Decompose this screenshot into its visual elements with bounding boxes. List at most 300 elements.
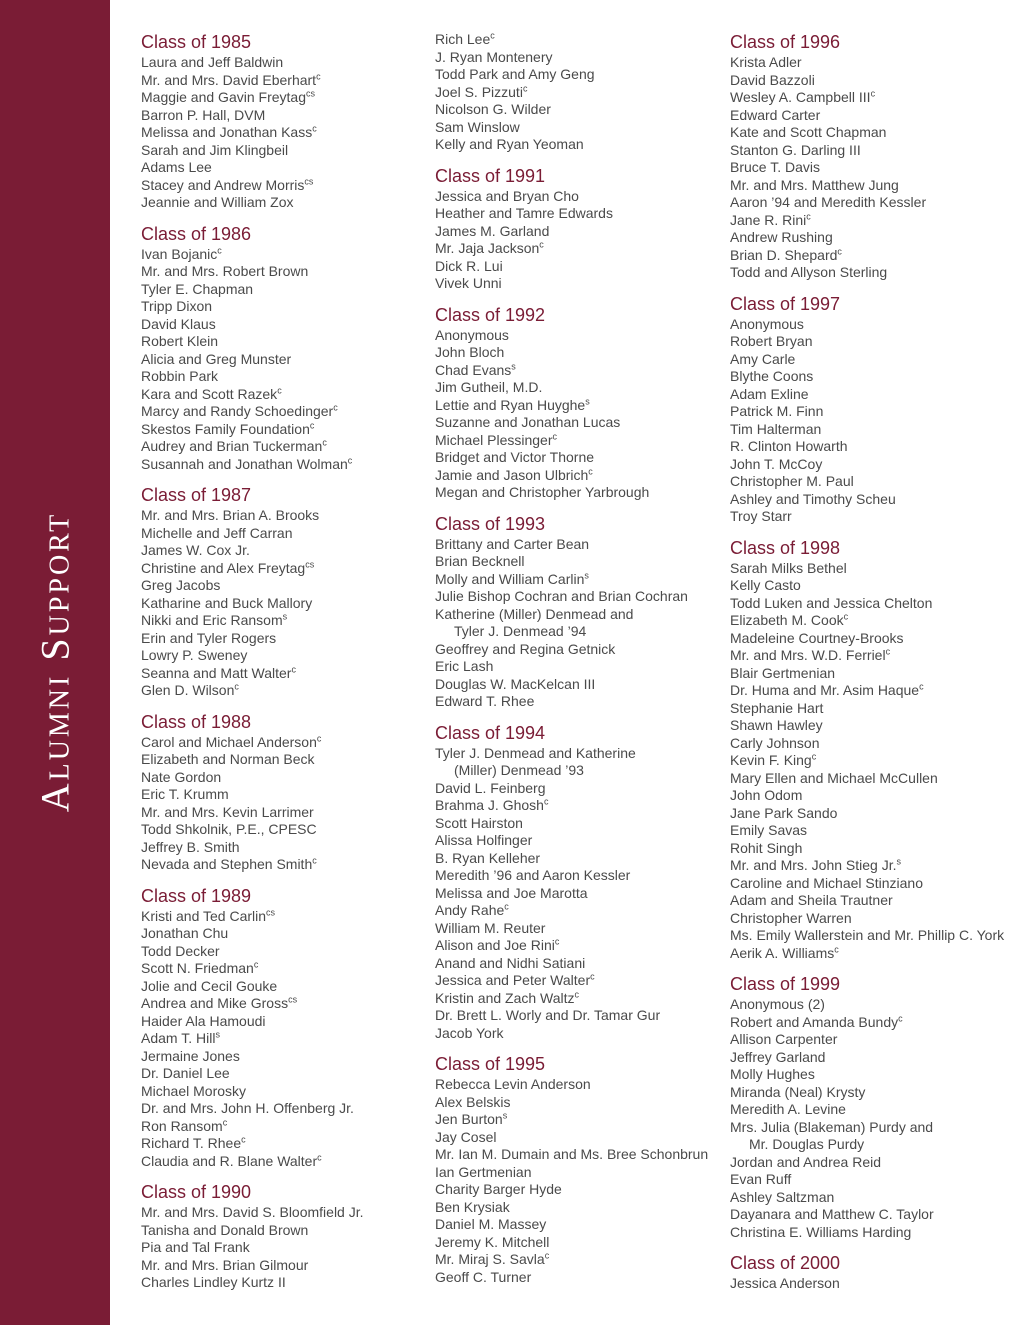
- donor-society-mark: c: [490, 30, 495, 41]
- donor-name-text: Robert Bryan: [730, 333, 813, 349]
- donor-name-text: Katharine and Buck Mallory: [141, 594, 313, 611]
- donor-name-text: Alison and Joe Rini: [435, 937, 555, 953]
- donor-name-text: Bruce T. Davis: [730, 159, 820, 175]
- donor-name-text: Nikki and Eric Ransom: [141, 612, 283, 628]
- donor-name-text: Patrick M. Finn: [730, 403, 824, 419]
- donor-society-mark: c: [554, 936, 560, 947]
- donor-name: [730, 333, 1024, 351]
- donor-name-text: Andrew Rushing: [730, 229, 833, 245]
- donor-name-text: Jolie and Cecil Gouke: [141, 977, 278, 994]
- donor-name-text: Mr. Jaja Jackson: [435, 240, 540, 256]
- donor-name: [730, 840, 1024, 858]
- donor-name-text: Jane Park Sando: [730, 804, 838, 821]
- donor-society-mark: c: [543, 796, 549, 807]
- donor-name-text: Julie Bishop Cochran and Brian Cochran: [435, 588, 688, 604]
- donor-name: [141, 316, 431, 334]
- donor-name-text: Rich Lee: [435, 31, 491, 47]
- donor-name: [141, 89, 431, 107]
- donor-name: [141, 769, 431, 787]
- donor-name-text: Kara and Scott Razek: [141, 385, 278, 402]
- donor-name: [730, 1049, 1024, 1067]
- donor-society-mark: c: [588, 465, 593, 476]
- donor-name: [730, 491, 1024, 509]
- donor-name: [141, 507, 431, 525]
- donor-society-mark: c: [322, 437, 327, 448]
- donor-name-text: Christopher M. Paul: [730, 473, 854, 489]
- donor-name-text: Daniel M. Massey: [435, 1216, 547, 1232]
- donor-society-mark: c: [316, 70, 321, 81]
- donor-name: [730, 822, 1024, 840]
- class-year-block: [435, 165, 725, 293]
- donor-name: [435, 484, 725, 502]
- donor-name: [730, 247, 1024, 265]
- class-year-heading: Class of 1985: [141, 32, 252, 52]
- donor-name: [435, 920, 725, 938]
- donor-society-mark: c: [291, 663, 296, 674]
- donor-name-text: Seanna and Matt Walter: [141, 664, 292, 681]
- donor-society-mark: c: [347, 454, 353, 465]
- donor-name: [141, 386, 431, 404]
- donor-name-text: Dr. and Mrs. John H. Offenberg Jr.: [141, 1100, 354, 1116]
- donor-name-text: Todd and Allyson Sterling: [730, 264, 888, 280]
- donor-name: [730, 473, 1024, 491]
- donor-name-text: James M. Garland: [435, 222, 550, 239]
- donor-society-mark: c: [241, 1134, 246, 1145]
- donor-society-mark: s: [502, 1110, 508, 1121]
- donor-name: [141, 1257, 431, 1275]
- donor-society-mark: c: [217, 244, 222, 255]
- donor-name: [730, 630, 1024, 648]
- donor-name-text: Anand and Nidhi Satiani: [435, 954, 586, 971]
- donor-name-text: Adam Exline: [730, 385, 809, 402]
- donor-name: [730, 89, 1024, 107]
- donor-name-text: Eric T. Krumm: [141, 786, 229, 802]
- donor-name-text: Meredith ’96 and Aaron Kessler: [435, 867, 631, 883]
- donor-name-text: Mr. Miraj S. Savla: [435, 1251, 545, 1267]
- donor-society-mark: c: [312, 855, 317, 866]
- donor-society-mark: s: [585, 395, 590, 406]
- donor-name-text: Jeremy K. Mitchell: [435, 1233, 550, 1250]
- donor-name: [141, 194, 431, 212]
- donor-name: [141, 804, 431, 822]
- donor-name: [141, 456, 431, 474]
- donor-name-text: Tyler J. Denmead and Katherine: [435, 744, 636, 761]
- donor-name: [141, 821, 431, 839]
- donor-name: [141, 908, 431, 926]
- donor-society-mark: c: [504, 901, 509, 912]
- donor-name: [730, 456, 1024, 474]
- donor-society-mark: c: [234, 681, 239, 692]
- donor-list: [730, 1275, 1024, 1293]
- donor-name-text: Geoffrey and Regina Getnick: [435, 640, 616, 657]
- donor-name-text: Aaron ’94 and Meredith Kessler: [730, 194, 927, 210]
- donor-name-text: Todd Shkolnik, P.E., CPESC: [141, 821, 317, 837]
- class-year-heading: Class of 1996: [730, 32, 841, 52]
- donor-name-text: Jim Gutheil, M.D.: [435, 379, 543, 395]
- donor-name-text: Jacob York: [435, 1024, 504, 1041]
- class-year-block: [730, 1252, 1024, 1293]
- donor-name-text: Greg Jacobs: [141, 577, 221, 593]
- donor-name-text: Adam and Sheila Trautner: [730, 892, 893, 908]
- donor-society-mark: c: [277, 384, 282, 395]
- donor-name-text: Ron Ransom: [141, 1117, 223, 1134]
- donor-list: [435, 745, 725, 1043]
- donor-name-text: Aerik A. Williams: [730, 944, 835, 961]
- donor-name-text: Nate Gordon: [141, 768, 222, 785]
- donor-list: [435, 188, 725, 293]
- donor-column-1: [141, 31, 431, 1303]
- class-year-heading: Class of 1998: [730, 537, 841, 558]
- donor-name: [435, 414, 725, 432]
- donor-name-text: Mr. and Mrs. David S. Bloomfield Jr.: [141, 1204, 364, 1220]
- donor-name-text: Melissa and Jonathan Kass: [141, 124, 313, 140]
- donor-name: [435, 449, 725, 467]
- donor-name: [435, 990, 725, 1008]
- donor-name: [730, 1119, 1024, 1137]
- donor-name-text: Shawn Hawley: [730, 717, 823, 733]
- donor-name: [141, 734, 431, 752]
- donor-name: [730, 1066, 1024, 1084]
- donor-name-text: Eric Lash: [435, 658, 494, 674]
- donor-name-text: Scott Hairston: [435, 814, 523, 831]
- donor-name-text: Mr. and Mrs. Matthew Jung: [730, 176, 899, 193]
- donor-name: [141, 159, 431, 177]
- donor-name-text: B. Ryan Kelleher: [435, 849, 541, 866]
- donor-name: [435, 623, 725, 641]
- donor-name: [435, 937, 725, 955]
- donor-name-text: Edward Carter: [730, 106, 821, 123]
- donor-name: [435, 223, 725, 241]
- donor-society-mark: s: [215, 1029, 220, 1040]
- donor-name: [730, 945, 1024, 963]
- donor-name-text: Michael Morosky: [141, 1082, 247, 1099]
- donor-name: [730, 1189, 1024, 1207]
- donor-name: [141, 960, 431, 978]
- donor-name-text: Miranda (Neal) Krysty: [730, 1083, 866, 1100]
- donor-name: [730, 892, 1024, 910]
- donor-name: [141, 1118, 431, 1136]
- donor-name: [730, 107, 1024, 125]
- donor-name: [435, 553, 725, 571]
- donor-name-text: Kristin and Zach Waltz: [435, 989, 575, 1006]
- donor-name: [435, 1164, 725, 1182]
- donor-name: [730, 177, 1024, 195]
- donor-name-text: Bridget and Victor Thorne: [435, 449, 595, 465]
- donor-name-text: Mr. and Mrs. John Stieg Jr.: [730, 857, 897, 873]
- donor-name: [435, 1251, 725, 1269]
- donor-name: [435, 101, 725, 119]
- donor-name: [435, 258, 725, 276]
- donor-list: [141, 1204, 431, 1292]
- donor-name-text: Christine and Alex Freytag: [141, 559, 306, 576]
- donor-name-text: Todd Luken and Jessica Chelton: [730, 594, 933, 611]
- donor-name-text: Anonymous: [730, 315, 804, 332]
- donor-list: [435, 1076, 725, 1286]
- donor-name-text: James W. Cox Jr.: [141, 542, 250, 558]
- donor-name: [141, 856, 431, 874]
- donor-name: [435, 762, 725, 780]
- donor-name-text: Andrea and Mike Gross: [141, 995, 289, 1011]
- donor-name-text: Brahma J. Ghosh: [435, 797, 544, 813]
- donor-name: [730, 595, 1024, 613]
- donor-name-text: Mrs. Julia (Blakeman) Purdy and: [730, 1118, 934, 1135]
- donor-name-text: Krista Adler: [730, 54, 802, 70]
- donor-name: [141, 142, 431, 160]
- donor-name-text: Erin and Tyler Rogers: [141, 629, 277, 646]
- donor-name: [435, 606, 725, 624]
- donor-name-text: Kevin F. King: [730, 752, 812, 768]
- donor-list: [141, 246, 431, 474]
- donor-name-text: John Bloch: [435, 344, 505, 360]
- donor-name-text: Rohit Singh: [730, 839, 803, 856]
- donor-name: [141, 542, 431, 560]
- donor-name: [141, 665, 431, 683]
- donor-name-text: Robert Klein: [141, 333, 219, 349]
- donor-name-text: Andy Rahe: [435, 902, 505, 918]
- donor-name-text: Blair Gertmenian: [730, 664, 836, 681]
- donor-name-text: Jessica and Bryan Cho: [435, 187, 579, 204]
- donor-name-text: Alicia and Greg Munster: [141, 350, 292, 367]
- donor-name: [730, 403, 1024, 421]
- donor-name-text: David Bazzoli: [730, 71, 815, 88]
- donor-name: [435, 467, 725, 485]
- donor-name: [435, 1269, 725, 1287]
- donor-name-text: Stacey and Andrew Morris: [141, 176, 305, 193]
- donor-name: [141, 978, 431, 996]
- donor-name-text: Mr. Douglas Purdy: [749, 1136, 865, 1152]
- donor-name-text: Richard T. Rhee: [141, 1135, 242, 1151]
- donor-society-mark: cs: [304, 175, 314, 186]
- donor-name: [435, 84, 725, 102]
- donor-name: [141, 177, 431, 195]
- donor-name: [435, 658, 725, 676]
- donor-name-text: Alissa Holfinger: [435, 832, 533, 848]
- class-year-heading: Class of 1999: [730, 974, 841, 994]
- donor-list: [730, 54, 1024, 282]
- donor-name: [435, 240, 725, 258]
- donor-name: [141, 1013, 431, 1031]
- donor-name: [435, 797, 725, 815]
- donor-society-mark: c: [870, 88, 876, 99]
- donor-name: [435, 867, 725, 885]
- class-year-heading: Class of 1994: [435, 722, 546, 743]
- class-year-block: [435, 31, 725, 154]
- donor-list: [141, 734, 431, 874]
- donor-name: [435, 536, 725, 554]
- donor-name: [730, 787, 1024, 805]
- donor-name: [435, 1216, 725, 1234]
- donor-list: [141, 908, 431, 1171]
- donor-name-text: Charles Lindley Kurtz II: [141, 1274, 286, 1290]
- donor-name-text: Molly and William Carlin: [435, 570, 585, 587]
- donor-name: [141, 1153, 431, 1171]
- donor-society-mark: c: [919, 681, 924, 692]
- donor-name: [141, 560, 431, 578]
- donor-name-text: Haider Ala Hamoudi: [141, 1012, 266, 1029]
- donor-name: [141, 351, 431, 369]
- donor-name: [141, 403, 431, 421]
- donor-name: [141, 1048, 431, 1066]
- donor-name-text: Brian D. Shepard: [730, 246, 838, 263]
- donor-name-text: Michelle and Jeff Carran: [141, 524, 293, 541]
- donor-name: [730, 194, 1024, 212]
- donor-name-text: Vivek Unni: [435, 275, 502, 291]
- donor-name: [141, 298, 431, 316]
- donor-society-mark: s: [282, 611, 288, 622]
- donor-name-text: Emily Savas: [730, 822, 808, 838]
- donor-name: [730, 72, 1024, 90]
- donor-name: [141, 925, 431, 943]
- donor-society-mark: cs: [266, 906, 276, 917]
- donor-name-text: Anonymous: [435, 326, 509, 343]
- donor-name: [141, 612, 431, 630]
- donor-name-text: Blythe Coons: [730, 368, 814, 384]
- donor-society-mark: c: [253, 959, 259, 970]
- donor-name: [730, 1084, 1024, 1102]
- donor-name-text: William M. Reuter: [435, 919, 546, 936]
- donor-name-text: Lowry P. Sweney: [141, 647, 248, 663]
- donor-name-text: Jane R. Rini: [730, 211, 807, 228]
- donor-list: [435, 536, 725, 711]
- donor-name: [730, 212, 1024, 230]
- donor-list: [141, 507, 431, 700]
- donor-name: [730, 910, 1024, 928]
- class-year-block: [141, 1181, 431, 1292]
- donor-name-text: Nevada and Stephen Smith: [141, 856, 313, 872]
- donor-name-text: Pia and Tal Frank: [141, 1239, 250, 1255]
- donor-name-text: Madeleine Courtney-Brooks: [730, 629, 904, 646]
- donor-name-text: David Klaus: [141, 315, 216, 332]
- donor-name: [730, 612, 1024, 630]
- donor-name-text: Elizabeth and Norman Beck: [141, 751, 315, 767]
- donor-name-text: Robbin Park: [141, 368, 219, 384]
- donor-name: [435, 1111, 725, 1129]
- class-year-heading: Class of 1988: [141, 711, 252, 732]
- donor-name-text: Jamie and Jason Ulbrich: [435, 466, 589, 483]
- donor-name: [435, 188, 725, 206]
- donor-society-mark: cs: [305, 88, 315, 99]
- donor-name: [141, 1083, 431, 1101]
- donor-name: [141, 595, 431, 613]
- donor-name: [730, 124, 1024, 142]
- donor-name: [435, 588, 725, 606]
- donor-name-text: Christina E. Williams Harding: [730, 1223, 912, 1240]
- donor-name: [435, 31, 725, 49]
- donor-name-text: Mr. and Mrs. Brian A. Brooks: [141, 507, 320, 523]
- donor-name-text: Jermaine Jones: [141, 1047, 240, 1064]
- donor-name-text: Dr. Daniel Lee: [141, 1065, 230, 1081]
- donor-name: [435, 1199, 725, 1217]
- class-year-block: [141, 711, 431, 874]
- donor-name-text: Dr. Brett L. Worly and Dr. Tamar Gur: [435, 1007, 661, 1023]
- class-year-heading: Class of 1995: [435, 1054, 546, 1074]
- donor-name-text: Jessica and Peter Walter: [435, 972, 591, 988]
- donor-name-text: Jordan and Andrea Reid: [730, 1153, 881, 1170]
- donor-society-mark: c: [898, 1012, 903, 1023]
- donor-name: [730, 927, 1024, 945]
- donor-name: [730, 1206, 1024, 1224]
- donor-name-text: Alex Belskis: [435, 1093, 511, 1110]
- donor-name-text: Ashley and Timothy Scheu: [730, 490, 896, 507]
- donor-name: [141, 438, 431, 456]
- donor-name: [435, 1181, 725, 1199]
- donor-name: [730, 386, 1024, 404]
- donor-name-text: Tripp Dixon: [141, 298, 213, 314]
- donor-name: [141, 1204, 431, 1222]
- donor-society-mark: c: [312, 123, 317, 134]
- donor-name-text: Anonymous (2): [730, 996, 825, 1012]
- donor-name: [435, 1007, 725, 1025]
- donor-name-text: Kelly Casto: [730, 577, 801, 593]
- donor-column-3: [730, 31, 1024, 1304]
- donor-name: [141, 1065, 431, 1083]
- donor-list: [730, 316, 1024, 526]
- donor-name-text: Mary Ellen and Michael McCullen: [730, 769, 938, 786]
- donor-name: [730, 1136, 1024, 1154]
- donor-name: [435, 1025, 725, 1043]
- donor-name: [435, 1094, 725, 1112]
- donor-name-text: Marcy and Randy Schoedinger: [141, 403, 334, 419]
- donor-name-text: Evan Ruff: [730, 1171, 792, 1187]
- donor-name-text: (Miller) Denmead ’93: [454, 762, 584, 778]
- donor-name: [435, 119, 725, 137]
- donor-name: [730, 665, 1024, 683]
- donor-name: [730, 682, 1024, 700]
- donor-name: [435, 49, 725, 67]
- donor-society-mark: cs: [288, 994, 298, 1005]
- donor-name: [730, 1014, 1024, 1032]
- donor-name-text: Claudia and R. Blane Walter: [141, 1152, 318, 1169]
- donor-list: [435, 327, 725, 502]
- donor-name-text: Mr. and Mrs. Kevin Larrimer: [141, 803, 314, 820]
- donor-name-text: Carly Johnson: [730, 734, 820, 751]
- donor-name: [730, 1031, 1024, 1049]
- donor-name: [435, 1234, 725, 1252]
- donor-name-text: Michael Plessinger: [435, 431, 553, 448]
- donor-society-mark: c: [834, 943, 839, 954]
- donor-name-text: J. Ryan Montenery: [435, 48, 553, 65]
- donor-name: [435, 780, 725, 798]
- donor-name: [435, 745, 725, 763]
- donor-name: [141, 107, 431, 125]
- class-year-heading: Class of 1992: [435, 304, 546, 325]
- donor-name: [435, 275, 725, 293]
- donor-name: [730, 229, 1024, 247]
- donor-society-mark: s: [584, 569, 589, 580]
- donor-name-text: Ms. Emily Wallerstein and Mr. Phillip C. York: [730, 927, 1005, 943]
- donor-name: [435, 885, 725, 903]
- donor-name-text: Kristi and Ted Carlin: [141, 907, 267, 924]
- donor-name-text: Stephanie Hart: [730, 699, 824, 716]
- donor-name-text: Troy Starr: [730, 508, 792, 524]
- donor-name: [730, 1224, 1024, 1242]
- donor-name-text: Kate and Scott Chapman: [730, 124, 887, 140]
- donor-name-text: Douglas W. MacKelcan III: [435, 675, 596, 692]
- donor-name: [730, 438, 1024, 456]
- donor-list: [435, 31, 725, 154]
- donor-society-mark: c: [552, 430, 557, 441]
- donor-name-text: Meredith A. Levine: [730, 1101, 846, 1117]
- donor-name-text: Scott N. Friedman: [141, 960, 254, 976]
- donor-name: [435, 641, 725, 659]
- donor-name: [141, 124, 431, 142]
- donor-column-2: [435, 31, 725, 1297]
- donor-name-text: Dr. Huma and Mr. Asim Haque: [730, 682, 920, 698]
- donor-society-mark: c: [539, 239, 544, 250]
- donor-name: [435, 693, 725, 711]
- class-year-block: [141, 484, 431, 700]
- donor-name: [435, 136, 725, 154]
